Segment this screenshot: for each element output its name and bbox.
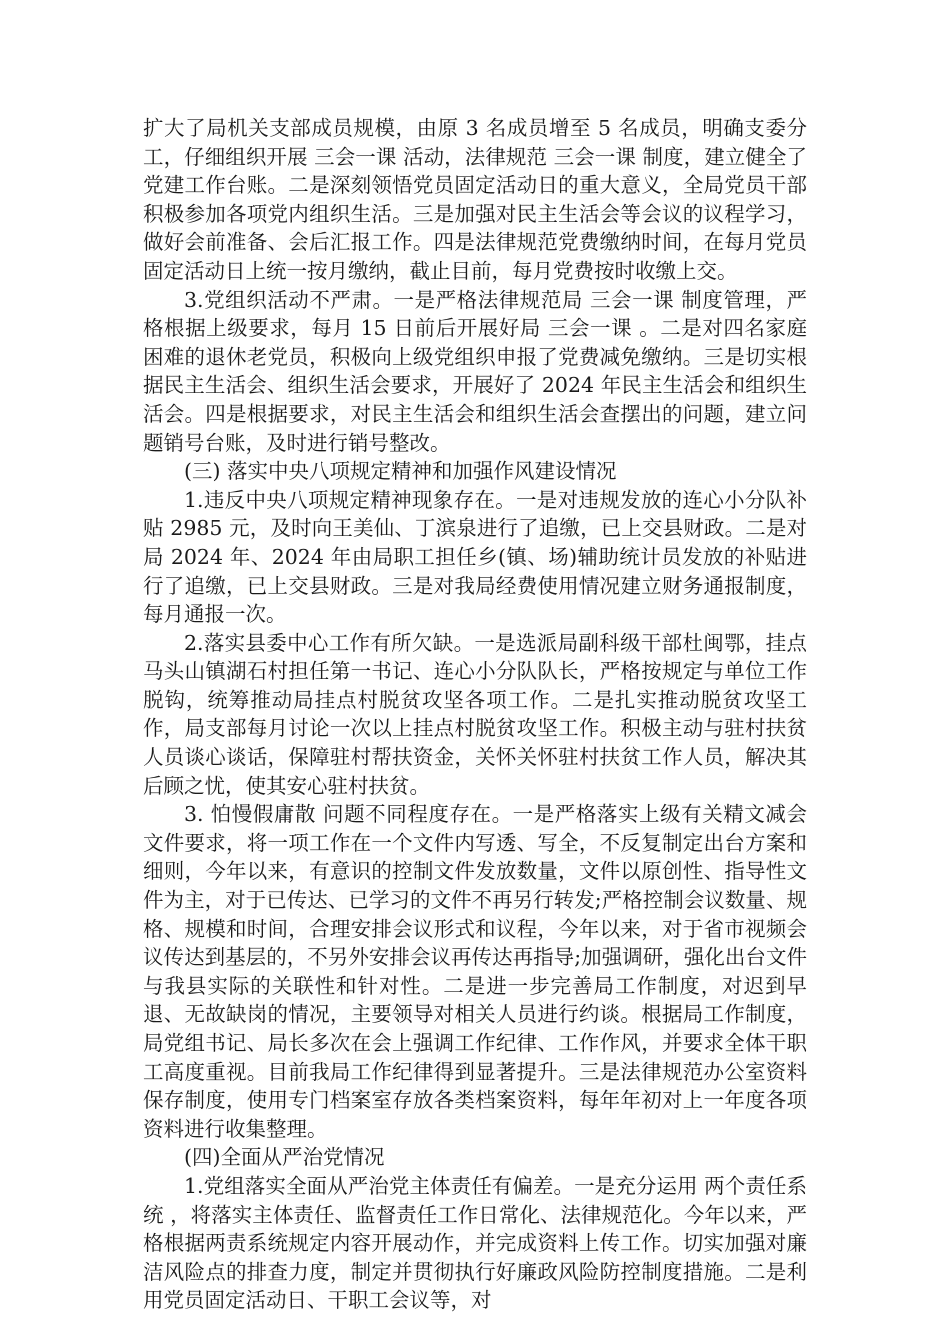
paragraph-main-responsibility: 1.党组落实全面从严治党主体责任有偏差。一是充分运用 两个责任系统 ，将落实主体责任、监督责任工作日常化、法律规范化。今年以来，严格根据两责系统规定内容开展动作，并完成资料上传工作。切实加强对廉洁风险点的排查力度，制定并贯彻执行好廉政风险防控制度措施。二是利用党员固定活动日、干职工会议等，对 (143, 1173, 807, 1313)
paragraph-county-work: 2.落实县委中心工作有所欠缺。一是选派局副科级干部杜闽鄂，挂点马头山镇湖石村担任第一书记、连心小分队队长，严格按规定与单位工作脱钩，统筹推动局挂点村脱贫攻坚各项工作。二是扎实推动脱贫攻坚工作，局支部每月讨论一次以上挂点村脱贫攻坚工作。积极主动与驻村扶贫人员谈心谈话，保障驻村帮扶资金，关怀关怀驻村扶贫工作人员，解决其后顾之忧，使其安心驻村扶贫。 (143, 630, 807, 798)
document-body (143, 114, 807, 1315)
paragraph-party-activities: 3.党组织活动不严肃。一是严格法律规范局 三会一课 制度管理，严格根据上级要求，每月 15 日前后开展好局 三会一课 。二是对四名家庭困难的退休老党员，积极向上级党组织申报了党费减免缴纳。三是切实根据民主生活会、组织生活会要求，开展好了 2024 年民主生活会和组织生活会。四是根据要求，对民主生活会和组织生活会查摆出的问题，建立问题销号台账，及时进行销号整改。 (143, 287, 807, 455)
section-heading-eight-rules: (三) 落实中央八项规定精神和加强作风建设情况 (184, 459, 617, 484)
paragraph-work-style: 3. 怕慢假庸散 问题不同程度存在。一是严格落实上级有关精文减会文件要求，将一项工作在一个文件内写透、写全，不反复制定出台方案和细则，今年以来，有意识的控制文件发放数量，文件以原创性、指导性文件为主，对于已传达、已学习的文件不再另行转发;严格控制会议数量、规格、规模和时间，合理安排会议形式和议程，今年以来，对于省市视频会议传达到基层的，不另外安排会议再传达再指导;加强调研，强化出台文件与我县实际的关联性和针对性。二是进一步完善局工作制度，对迟到早退、无故缺岗的情况，主要领导对相关人员进行约谈。根据局工作制度，局党组书记、局长多次在会上强调工作纪律、工作作风，并要求全体干职工高度重视。目前我局工作纪律得到显著提升。三是法律规范办公室资料保存制度，使用专门档案室存放各类档案资料，每年年初对上一年度各项资料进行收集整理。 (143, 802, 807, 1141)
section-heading-party-discipline: (四)全面从严治党情况 (184, 1145, 385, 1170)
paragraph-eight-rules-violation: 1.违反中央八项规定精神现象存在。一是对违规发放的连心小分队补贴 2985 元，及时向王美仙、丁滨泉进行了追缴，已上交县财政。二是对局 2024 年、2024 年由局职工担任乡(镇、场)辅助统计员发放的补贴进行了追缴，已上交县财政。三是对我局经费使用情况建立财务通报制度，每月通报一次。 (143, 487, 807, 627)
paragraph-continuation: 扩大了局机关支部成员规模，由原 3 名成员增至 5 名成员，明确支委分工，仔细组织开展 三会一课 活动，法律规范 三会一课 制度，建立健全了党建工作台账。二是深刻领悟党员固定活动日的重大意义，全局党员干部积极参加各项党内组织生活。三是加强对民主生活会等会议的议程学习，做好会前准备、会后汇报工作。四是法律规范党费缴纳时间，在每月党员固定活动日上统一按月缴纳，截止目前，每月党费按时收缴上交。 (143, 116, 807, 283)
